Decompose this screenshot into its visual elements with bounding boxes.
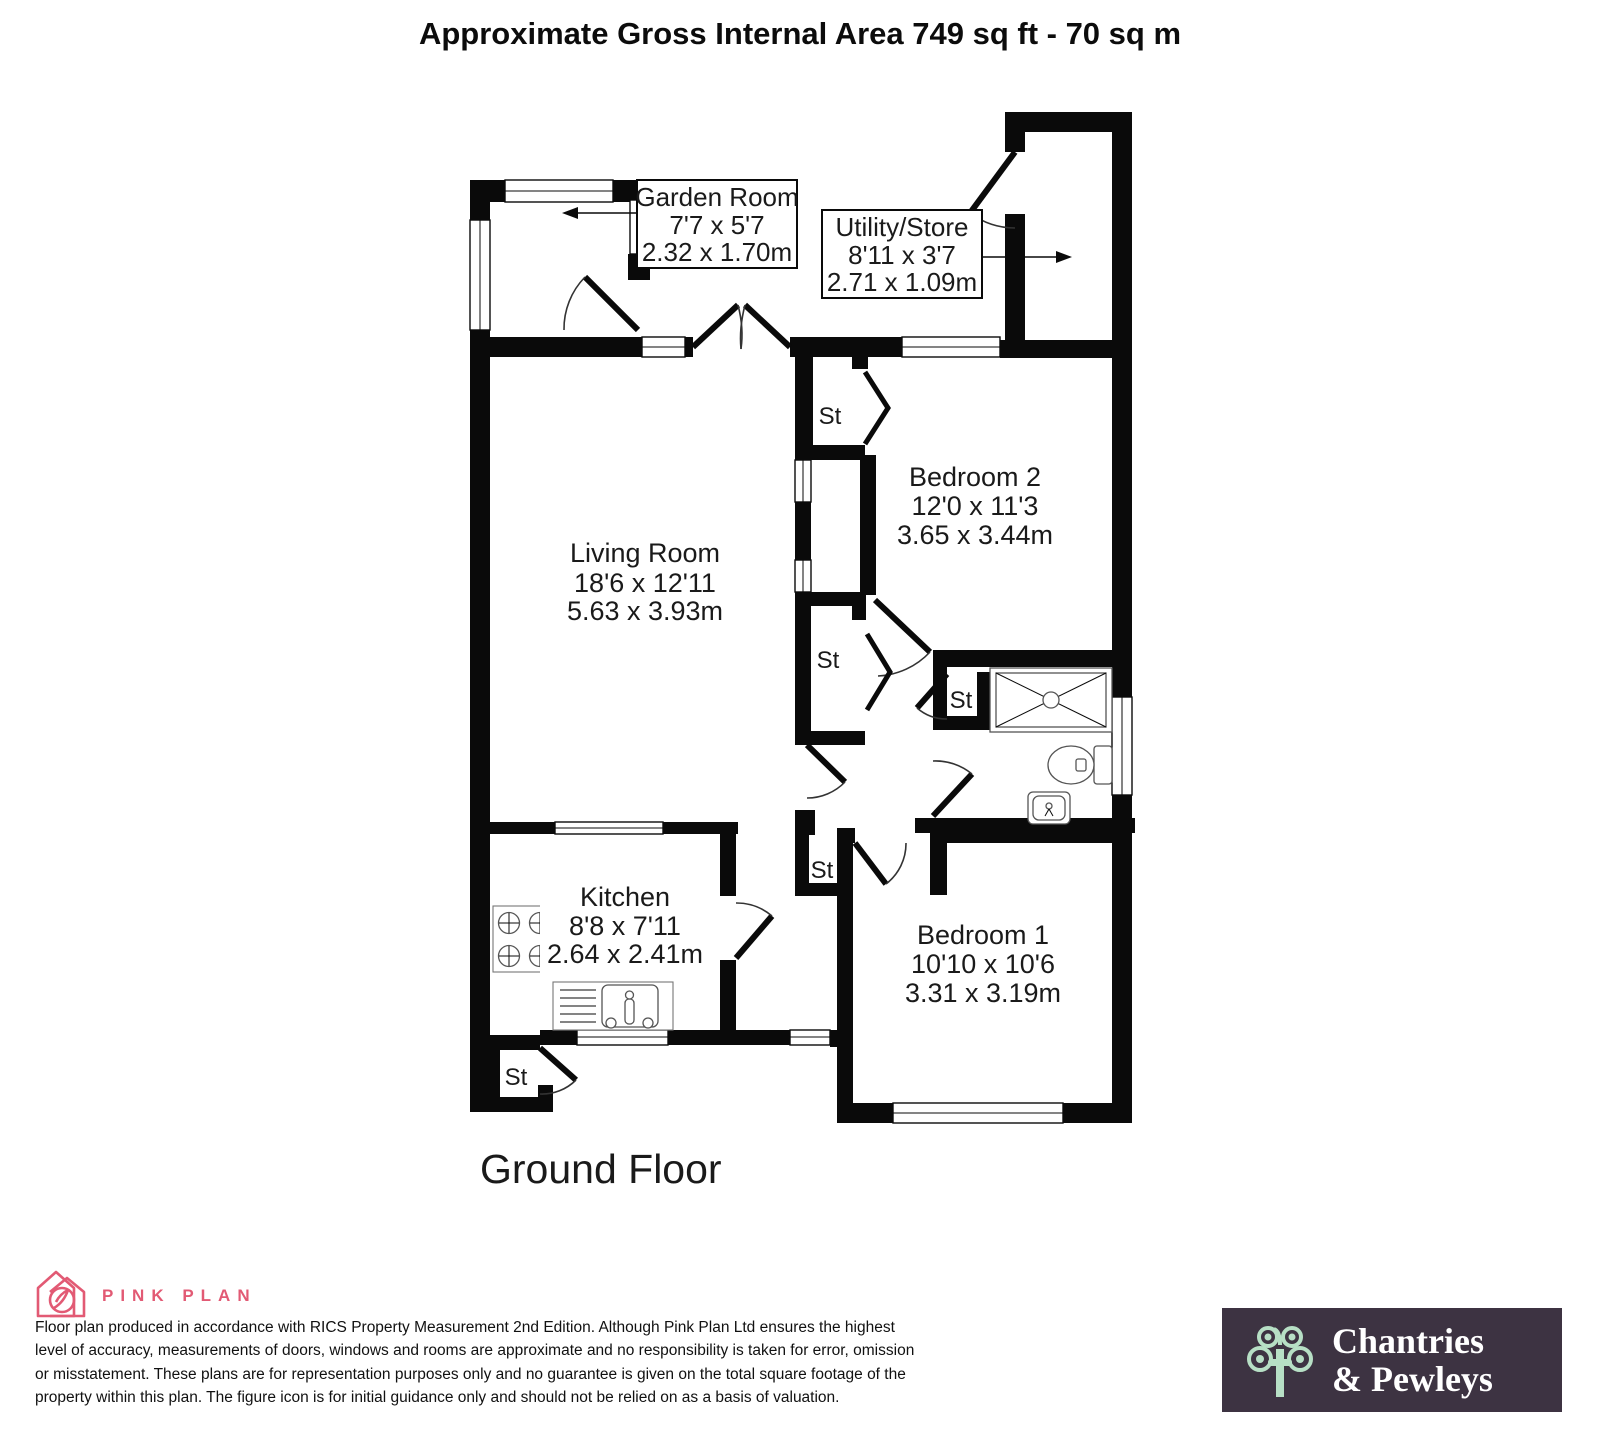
bedroom1-label bbox=[905, 920, 1061, 1008]
basin-icon bbox=[1028, 792, 1070, 824]
utility-metric: 2.71 x 1.09m bbox=[826, 267, 978, 297]
bedroom1-imperial: 10'10 x 10'6 bbox=[911, 949, 1055, 979]
bedroom1-metric: 3.31 x 3.19m bbox=[904, 978, 1062, 1008]
agent-name-line2: & Pewleys bbox=[1332, 1359, 1493, 1399]
utility-name: Utility/Store bbox=[835, 212, 969, 242]
agent-name-line1: Chantries bbox=[1332, 1320, 1484, 1361]
agent-tree-icon bbox=[1244, 1319, 1316, 1401]
kitchen-sink-icon bbox=[553, 982, 673, 1030]
garden-room-name: Garden Room bbox=[635, 182, 799, 212]
living-room-label bbox=[567, 538, 723, 626]
storage-label-5: St bbox=[504, 1064, 528, 1091]
bedroom2-imperial: 12'0 x 11'3 bbox=[911, 491, 1039, 521]
storage-label-3: St bbox=[949, 687, 973, 714]
bedroom1-name: Bedroom 1 bbox=[916, 920, 1050, 950]
agent-logo bbox=[1222, 1308, 1562, 1412]
bedroom2-metric: 3.65 x 3.44m bbox=[896, 520, 1054, 550]
pink-plan-wordmark: PINK PLAN bbox=[102, 1286, 257, 1305]
utility-store-label bbox=[822, 210, 1072, 298]
disclaimer-text: Floor plan produced in accordance with RICS Property Measurement 2nd Edition. Although Pink Plan Ltd ensures the highest level of accuracy, measurements of doors, windows and rooms are approximate and no responsibility is taken for error, omission or misstatement. These plans are for representation purposes only and no guarantee is given on the total square footage of the property within this plan. The figure icon is for initial guidance only and should not be relied on as a basis of valuation. bbox=[35, 1319, 915, 1406]
kitchen-label bbox=[540, 882, 712, 974]
storage-label-2: St bbox=[816, 647, 840, 674]
bedroom2-name: Bedroom 2 bbox=[908, 462, 1042, 492]
living-room-metric: 5.63 x 3.93m bbox=[566, 596, 724, 626]
garden-room-metric: 2.32 x 1.70m bbox=[641, 237, 793, 267]
kitchen-name: Kitchen bbox=[579, 882, 671, 912]
storage-label-1: St bbox=[818, 403, 842, 430]
page-title: Approximate Gross Internal Area 749 sq ft - 70 sq m bbox=[418, 16, 1182, 51]
pink-plan-logo-icon bbox=[34, 1264, 92, 1320]
bedroom2-label bbox=[897, 462, 1053, 550]
living-room-name: Living Room bbox=[569, 538, 721, 568]
garden-room-imperial: 7'7 x 5'7 bbox=[669, 210, 765, 240]
shower-icon bbox=[990, 668, 1112, 732]
utility-imperial: 8'11 x 3'7 bbox=[848, 240, 956, 270]
storage-label-4: St bbox=[810, 857, 834, 884]
toilet-icon bbox=[1048, 746, 1112, 784]
kitchen-imperial: 8'8 x 7'11 bbox=[569, 911, 681, 941]
living-room-imperial: 18'6 x 12'11 bbox=[574, 568, 716, 598]
kitchen-metric: 2.64 x 2.41m bbox=[546, 939, 704, 969]
floor-caption: Ground Floor bbox=[480, 1146, 722, 1192]
